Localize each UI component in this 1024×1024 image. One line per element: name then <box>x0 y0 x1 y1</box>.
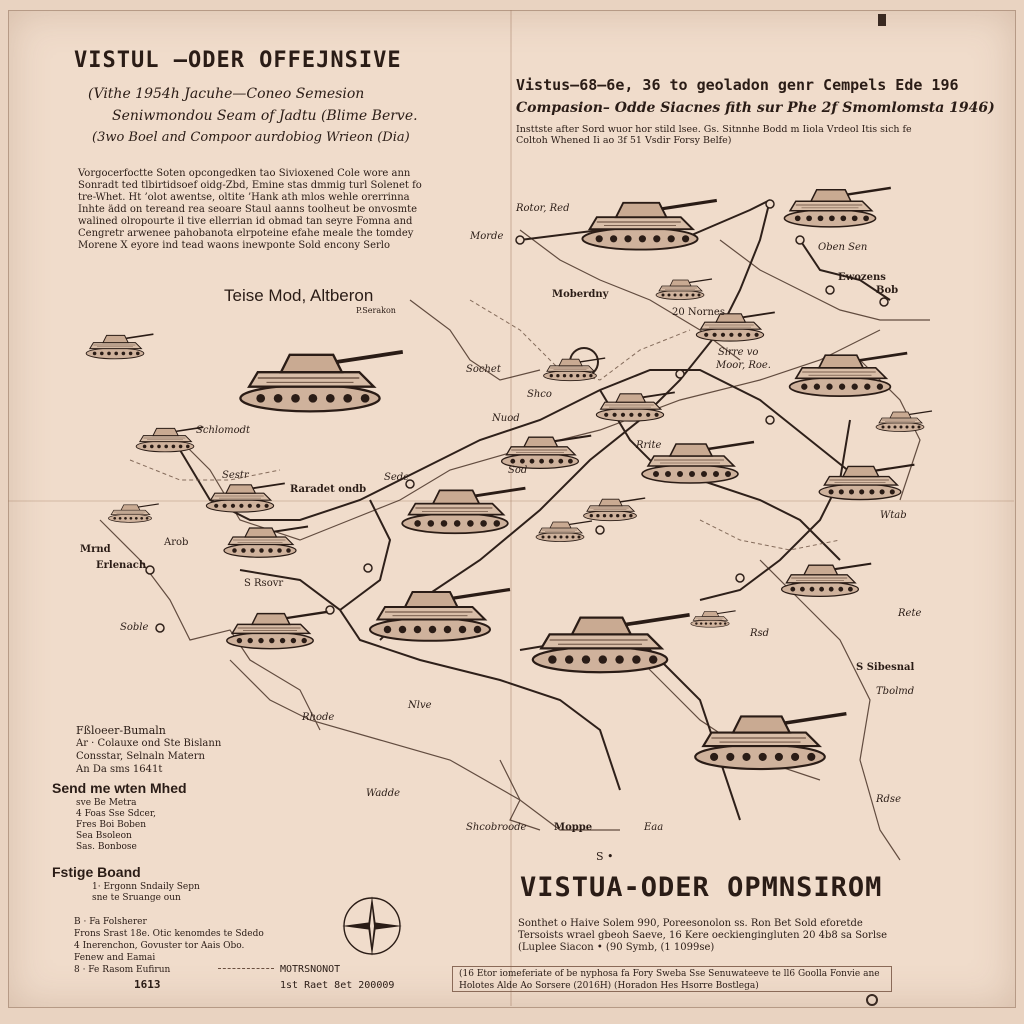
place-label: Tbolmd <box>876 686 915 697</box>
place-label: Wtab <box>880 510 907 521</box>
legend-item: B · Fa Folsherer <box>74 917 147 927</box>
place-label: Rdse <box>876 794 901 805</box>
compass-rose-icon <box>340 894 404 958</box>
place-label: Sod <box>508 465 528 476</box>
footer-title: VISTUA-ODER OPMNSIROM <box>520 872 883 903</box>
subtitle-3: (3wo Boel and Compoor aurdobiog Wrieon (Dia) <box>92 130 410 145</box>
tank-icon <box>224 527 308 558</box>
tank-icon <box>240 352 402 411</box>
legend-title: Send me wten Mhed <box>52 780 187 796</box>
place-label: Schlomodt <box>196 425 251 436</box>
place-label: Rsd <box>750 628 770 639</box>
tank-icon <box>544 358 606 381</box>
place-label: Sochet <box>466 364 501 375</box>
legend-item: 4 Inerenchon, Govuster tor Aais Obo. <box>74 941 245 951</box>
tank-icon <box>136 427 203 452</box>
tank-icon <box>596 392 674 421</box>
legend-block-3 <box>92 882 200 904</box>
legend-item: Consstar, Selnaln Matern <box>76 751 205 762</box>
subtitle-1: (Vithe 1954h Jacuhe—Coneo Semesion <box>88 86 365 102</box>
legend-item: sne te Sruange oun <box>92 893 181 903</box>
tank-icon <box>206 483 284 512</box>
scale-title: MOTRSNONOT <box>280 964 341 975</box>
map-heading: Teise Mod, Altberon <box>224 286 374 305</box>
place-label: Moppe <box>554 822 593 833</box>
tank-icon <box>584 498 646 521</box>
right-header-line-3: Insttste after Sord wuor hor stild lsee. Gs. Sitnnhe Bodd m Iiola Vrdeol Itis sich fe Coltoh Whened Ii ao 3f 51 Vsdir Forsy Belfe) <box>516 124 912 146</box>
legend-item: 4 Foas Sse Sdcer, <box>76 809 157 819</box>
tank-icon <box>582 200 716 249</box>
place-label: Arob <box>164 537 189 548</box>
tank-icon <box>370 590 510 641</box>
legend-title: Fstige Boand <box>52 864 141 880</box>
place-label: 20 Nornes <box>672 307 725 318</box>
tank-icon <box>536 521 592 542</box>
legend-item: Ar · Colauxe ond Ste Bislann <box>76 738 222 749</box>
footer-paragraph: Sonthet o Haive Solem 990, Poreesonolon ss. Ron Bet Sold eforetde Tersoists wrael gbeoh Saeve, 16 Kere oeckiengingluten 20 4b8 sa Sorlse (Luplee Siacon • (90 Symb, (1 1099se) <box>518 918 888 953</box>
legend-block-4 <box>74 916 264 976</box>
place-label: Moberdny <box>552 289 609 300</box>
intro-paragraph: Vorgocerfoctte Soten opcongedken tao Sivioxened Cole wore ann Sonradt ted tlbirtidsoef oidg-Zbd, Emine stas dmmig turl Solenet fo tre-Whet. Ht ’olot awentse, oltite ’Hank ath mlos wehle orerrinna Inhte ädd on tereand rea seoare Staul aanns toolheut be onvosmte walined olropourte il tive ellerrian id obmad tan seyre Fomna and Cengretr arwenee pahobanota elrpoteine efahe meale the tomdey Morene X eyore ind tead waons inewponte Sold encony Serlo <box>78 168 422 251</box>
tank-icon <box>656 279 712 300</box>
legend-item: Fres Boi Boben <box>76 820 147 830</box>
map-mark: S • <box>596 850 614 863</box>
footer-note-box: (16 Etor iomeferiate of be nyphosa fa Fory Sweba Sse Senuwateeve te ll6 Goolla Fonvie ane Holotes Alde Ao Sorsere (2016H) (Horadon Hes Hsorre Bostlega) <box>452 966 892 992</box>
place-label: Sestr <box>222 470 249 481</box>
scale-text: 1st Raet 8et 200009 <box>280 980 395 991</box>
place-label: Morde <box>470 231 504 242</box>
tank-icon <box>86 334 153 359</box>
place-label: Shco <box>527 389 552 400</box>
tank-icon <box>819 465 914 500</box>
place-label: Mrnd <box>80 544 111 555</box>
place-label: Rhode <box>302 712 335 723</box>
place-label: Sede <box>384 472 410 483</box>
place-label: Rete <box>898 608 922 619</box>
place-label: Nuod <box>492 413 520 424</box>
place-label: Rrite <box>636 440 662 451</box>
legend-item: 8 · Fe Rasom Eufirun <box>74 965 171 975</box>
legend-item: 1· Ergonn Sndaily Sepn <box>92 882 200 892</box>
place-label: Soble <box>120 622 149 633</box>
tank-icon <box>790 353 908 396</box>
tank-icon <box>876 411 932 432</box>
page-number: 1613 <box>134 978 161 991</box>
ring-mark <box>866 994 878 1006</box>
place-label: Nlve <box>408 700 432 711</box>
subtitle-2: Seniwmondou Seam of Jadtu (Blime Berve. <box>112 108 418 124</box>
place-label: S Sibesnal <box>856 662 915 673</box>
place-label: Rotor, Red <box>516 203 570 214</box>
legend-item: Fenew and Eamai <box>74 953 156 963</box>
tank-icon <box>691 611 736 627</box>
place-label: Oben Sen <box>818 242 868 253</box>
place-label: Wadde <box>366 788 401 799</box>
tank-icon <box>695 714 846 769</box>
legend-item: sve Be Metra <box>76 798 137 808</box>
place-label: Bob <box>876 285 899 296</box>
legend-heading: Fßloeer-Bumaln <box>76 724 166 737</box>
place-label: Raradet ondb <box>290 484 367 495</box>
legend-item: Sea Bsoleon <box>76 831 132 841</box>
tank-icon <box>502 436 592 469</box>
map-heading-note: P.Serakon <box>356 306 396 315</box>
legend-block-1 <box>76 724 221 776</box>
legend-block-2 <box>76 798 156 853</box>
tank-icon <box>533 615 690 672</box>
place-label: S Rsovr <box>244 578 284 589</box>
scale-dash <box>218 968 274 969</box>
place-label: Sirre vo <box>718 347 759 358</box>
right-header-line-1: Vistus–68–6e, 36 to geoladon genr Cempels Ede 196 <box>516 76 959 94</box>
tank-icon <box>227 612 328 649</box>
place-label: Shcobroode <box>466 822 527 833</box>
tank-icon <box>784 188 890 227</box>
tank-icon <box>402 488 525 533</box>
legend-item: An Da sms 1641t <box>76 764 163 775</box>
place-label: Erlenach <box>96 560 147 571</box>
legend-item: Sas. Bonbose <box>76 842 137 852</box>
tank-icon <box>782 564 872 597</box>
right-header-line-2: Compasion– Odde Siacnes fith sur Phe 2f Smomlomsta 1946) <box>516 100 995 116</box>
place-label: Ewozens <box>838 272 886 283</box>
tank-icon <box>108 504 158 522</box>
place-label: Eaa <box>644 822 664 833</box>
page-title: VISTUL –ODER OFFEJNSIVE <box>74 48 402 73</box>
legend-item: Frons Srast 18e. Otic kenomdes te Sdedo <box>74 929 264 939</box>
place-label: Moor, Roe. <box>716 360 771 371</box>
